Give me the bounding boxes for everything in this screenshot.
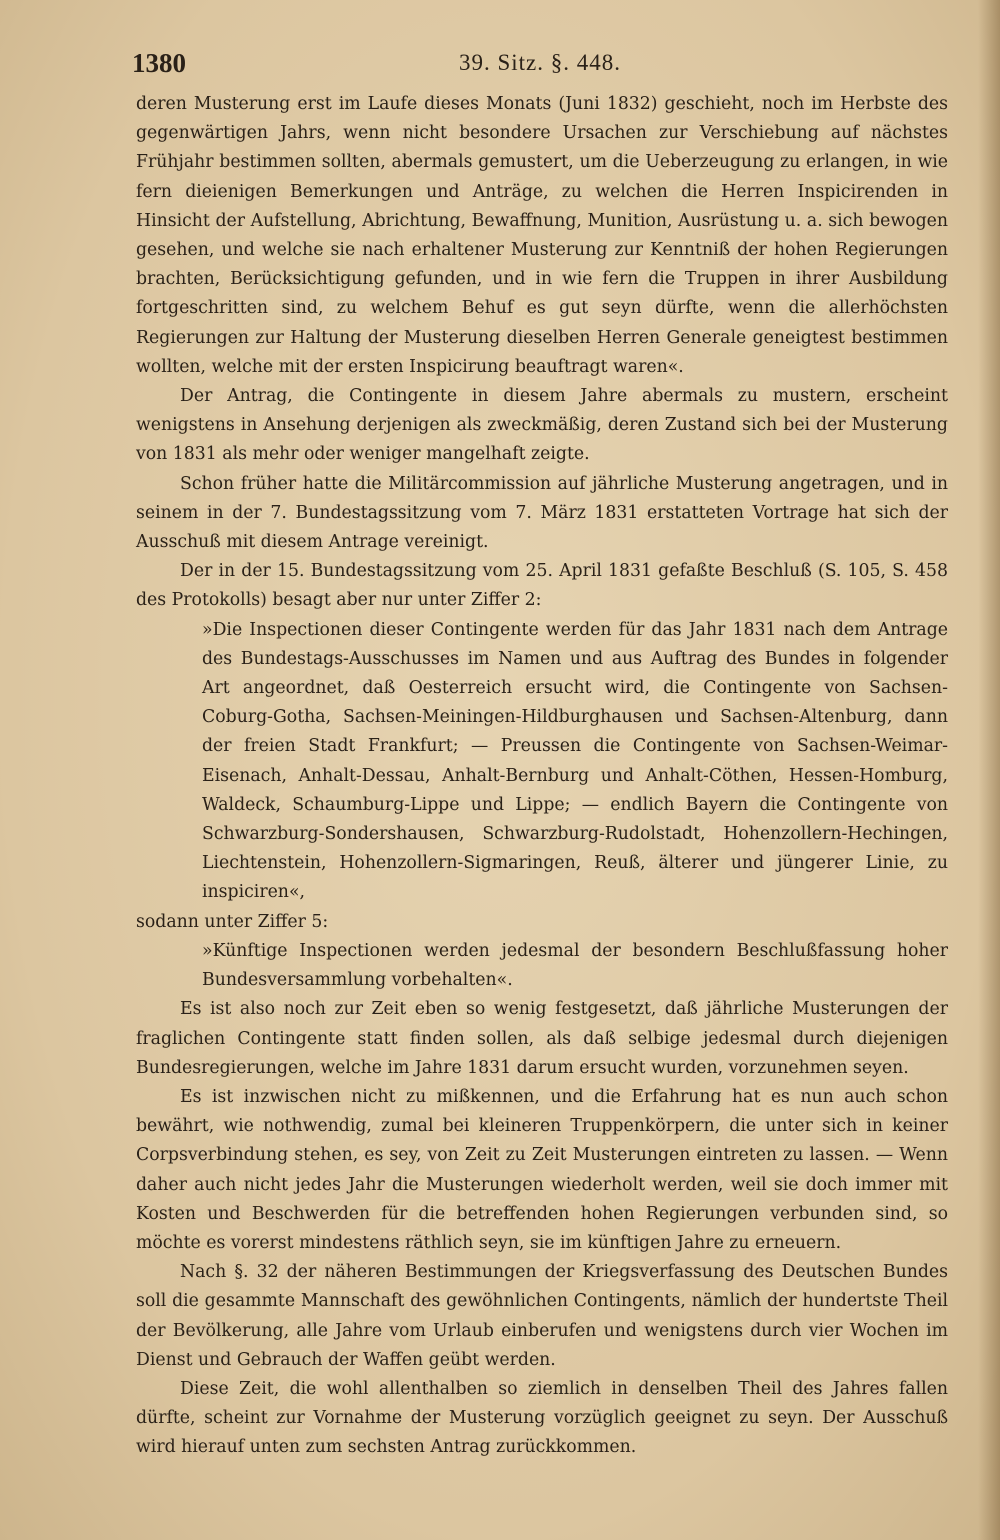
running-head: 39. Sitz. §. 448. [458, 50, 622, 75]
paragraph-continuation: deren Musterung erst im Laufe dieses Monats (Juni 1832) geschieht, noch im Herbste des gegenwärtigen Jahrs, wenn nicht besondere Ursachen zur Verschiebung auf nächstes Frühjahr bestimmen sollten, abermals gemustert, um die Ueberzeugung zu erlangen, in wie fern dieienigen Bemerkungen und Anträge, zu welchen die Herren Inspicirenden in Hinsicht der Aufstellung, Abrichtung, Bewaffnung, Munition, Ausrüstung u. a. sich bewogen gesehen, und welche sie nach erhaltener Musterung zur Kenntniß der hohen Regierungen brachten, Berücksichtigung gefunden, und in wie fern die Truppen in ihrer Ausbildung fortgeschritten sind, zu welchem Behuf es gut seyn dürfte, wenn die allerhöchsten Regierungen zur Haltung der Musterung dieselben Herren Generale geneigtest bestimmen wollten, welche mit der ersten Inspicirung beauftragt waren«. [136, 94, 948, 377]
body-text [136, 90, 948, 1463]
paragraph: Der Antrag, die Contingente in diesem Jahre abermals zu mustern, erscheint wenigstens in Ansehung derjenigen als zweckmäßig, deren Zustand sich bei der Musterung von 1831 als mehr oder weniger mangelhaft zeigte. [136, 386, 948, 465]
page-number: 1380 [132, 48, 186, 78]
paragraph: Der in der 15. Bundestagssitzung vom 25. April 1831 gefaßte Beschluß (S. 105, S. 458 des Protokolls) besagt aber nur unter Ziffer 2: [136, 561, 948, 611]
paragraph: Es ist also noch zur Zeit eben so wenig festgesetzt, daß jährliche Musterungen der fraglichen Contingente statt finden sollen, als daß selbige jedesmal durch diejenigen Bundesregierungen, welche im Jahre 1831 darum ersucht wurden, vorzunehmen seyen. [136, 999, 948, 1078]
paragraph: Es ist inzwischen nicht zu mißkennen, und die Erfahrung hat es nun auch schon bewährt, wie nothwendig, zumal bei kleineren Truppenkörpern, die unter sich in keiner Corpsverbindung stehen, es sey, von Zeit zu Zeit Musterungen eintreten zu lassen. — Wenn daher auch nicht jedes Jahr die Musterungen wiederholt werden, weil sie doch immer mit Kosten und Beschwerden für die betreffenden hohen Regierungen verbunden sind, so möchte es vorerst mindestens räthlich seyn, sie im künftigen Jahre zu erneuern. [136, 1086, 948, 1253]
paragraph: Schon früher hatte die Militärcommission auf jährliche Musterung angetragen, und in seinem in der 7. Bundestagssitzung vom 7. März 1831 erstatteten Vortrage hat sich der Ausschuß mit diesem Antrage vereinigt. [136, 473, 948, 553]
paragraph: Diese Zeit, die wohl allenthalben so ziemlich in denselben Theil des Jahres fallen dürfte, scheint zur Vornahme der Musterung vorzüglich geeignet zu seyn. Der Ausschuß wird hierauf unten zum sechsten Antrag zurückkommen. [136, 1378, 948, 1458]
block-quote: »Künftige Inspectionen werden jedesmal der besondern Beschlußfassung hoher Bundesversammlung vorbehalten«. [202, 940, 948, 991]
page-edge-shadow [978, 0, 1000, 1540]
page-header [132, 44, 948, 84]
paragraph: Nach §. 32 der näheren Bestimmungen der Kriegsverfassung des Deutschen Bundes soll die gesammte Mannschaft des gewöhnlichen Contingents, nämlich der hundertste Theil der Bevölkerung, alle Jahre vom Urlaub einberufen und wenigstens durch vier Wochen im Dienst und Gebrauch der Waffen geübt werden. [136, 1262, 948, 1370]
block-quote: »Die Inspectionen dieser Contingente werden für das Jahr 1831 nach dem Antrage des Bundestags-Ausschusses im Namen und aus Auftrag des Bundes in folgender Art angeordnet, daß Oesterreich ersucht wird, die Contingente von Sachsen-Coburg-Gotha, Sachsen-Meiningen-Hildburghausen und Sachsen-Altenburg, dann der freien Stadt Frankfurt; — Preussen die Contingente von Sachsen-Weimar-Eisenach, Anhalt-Dessau, Anhalt-Bernburg und Anhalt-Cöthen, Hessen-Homburg, Waldeck, Schaumburg-Lippe und Lippe; — endlich Bayern die Contingente von Schwarzburg-Sondershausen, Schwarzburg-Rudolstadt, Hohenzollern-Hechingen, Liechtenstein, Hohenzollern-Sigmaringen, Reuß, älterer und jüngerer Linie, zu inspiciren«, [202, 619, 948, 903]
paragraph-continuation: sodann unter Ziffer 5: [136, 911, 329, 932]
